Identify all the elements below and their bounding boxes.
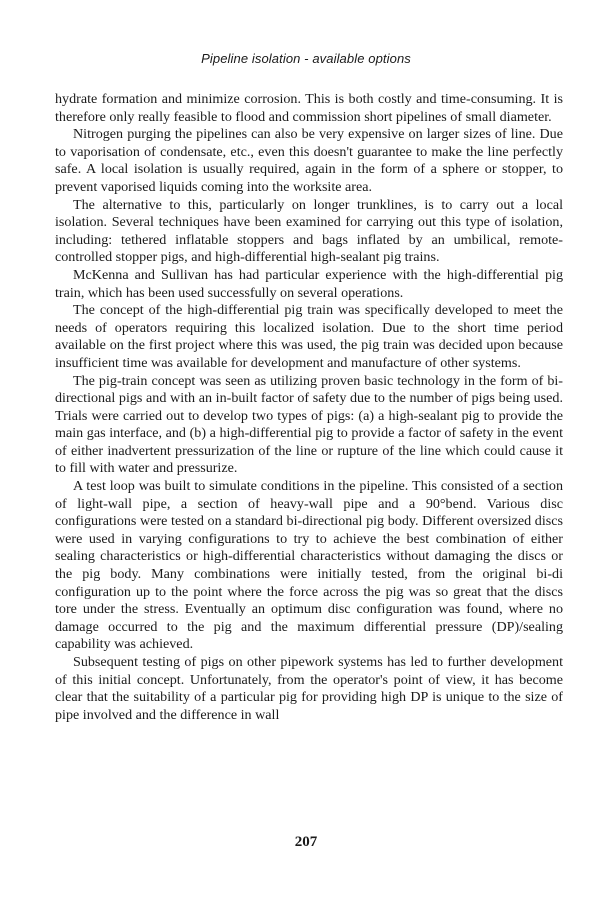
paragraph: McKenna and Sullivan has had particular experience with the high-differential pig train, which has been used successfully on several operations. [55, 266, 563, 301]
paragraph: Subsequent testing of pigs on other pipework systems has led to further development of this initial concept. Unfortunately, from the operator's point of view, it has become clear that the suitability of a particular pig for providing high DP is unique to the size of pipe involved and the difference in wall [55, 654, 563, 723]
body-text [55, 91, 563, 724]
paragraph: Nitrogen purging the pipelines can also be very expensive on larger sizes of line. Due to vaporisation of condensate, etc., even this doesn't guarantee to make the line perfectly safe. A local isolation is usually required, again in the form of a sphere or stopper, to prevent vaporised liquids coming into the worksite area. [55, 126, 563, 195]
running-head: Pipeline isolation - available options [201, 51, 411, 66]
paragraph: The alternative to this, particularly on longer trunklines, is to carry out a local isolation. Several techniques have been examined for carrying out this type of isolation, including: tethered inflatable stoppers and bags inflated by an umbilical, remote-controlled stopper pigs, and high-differential high-sealant pig trains. [55, 196, 563, 266]
paragraph: The concept of the high-differential pig train was specifically developed to meet the needs of operators requiring this localized isolation. Due to the short time period available on the first project where this was used, the pig train was decided upon because insufficient time was available for development and manufacture of other systems. [55, 302, 563, 371]
paragraph: The pig-train concept was seen as utilizing proven basic technology in the form of bi-directional pigs and with an in-built factor of safety due to the number of pigs being used. Trials were carried out to develop two types of pigs: (a) a high-sealant pig to provide the main gas interface, and (b) a high-differential pig to provide a factor of safety in the event of either inadvertent pressurization of the line or rupture of the line which could cause it to fill with water and pressurize. [55, 372, 563, 477]
page-number: 207 [294, 834, 318, 850]
paragraph: A test loop was built to simulate conditions in the pipeline. This consisted of a section of light-wall pipe, a section of heavy-wall pipe and a 90°bend. Various disc configurations were tested on a standard bi-directional pig body. Different oversized discs were used in varying configurations to try to achieve the best combination of either sealing characteristics or high-differential characteristics without damaging the discs or the pig body. Many combinations were initially tested, from the original bi-di configuration up to the point where the force across the pig was so great that the discs tore under the stress. Eventually an optimum disc configuration was found, where no damage occurred to the pig and the maximum differential pressure (DP)/sealing capability was achieved. [55, 478, 563, 653]
paragraph: hydrate formation and minimize corrosion. This is both costly and time-consuming. It is therefore only really feasible to flood and commission short pipelines of small diameter. [55, 91, 563, 125]
